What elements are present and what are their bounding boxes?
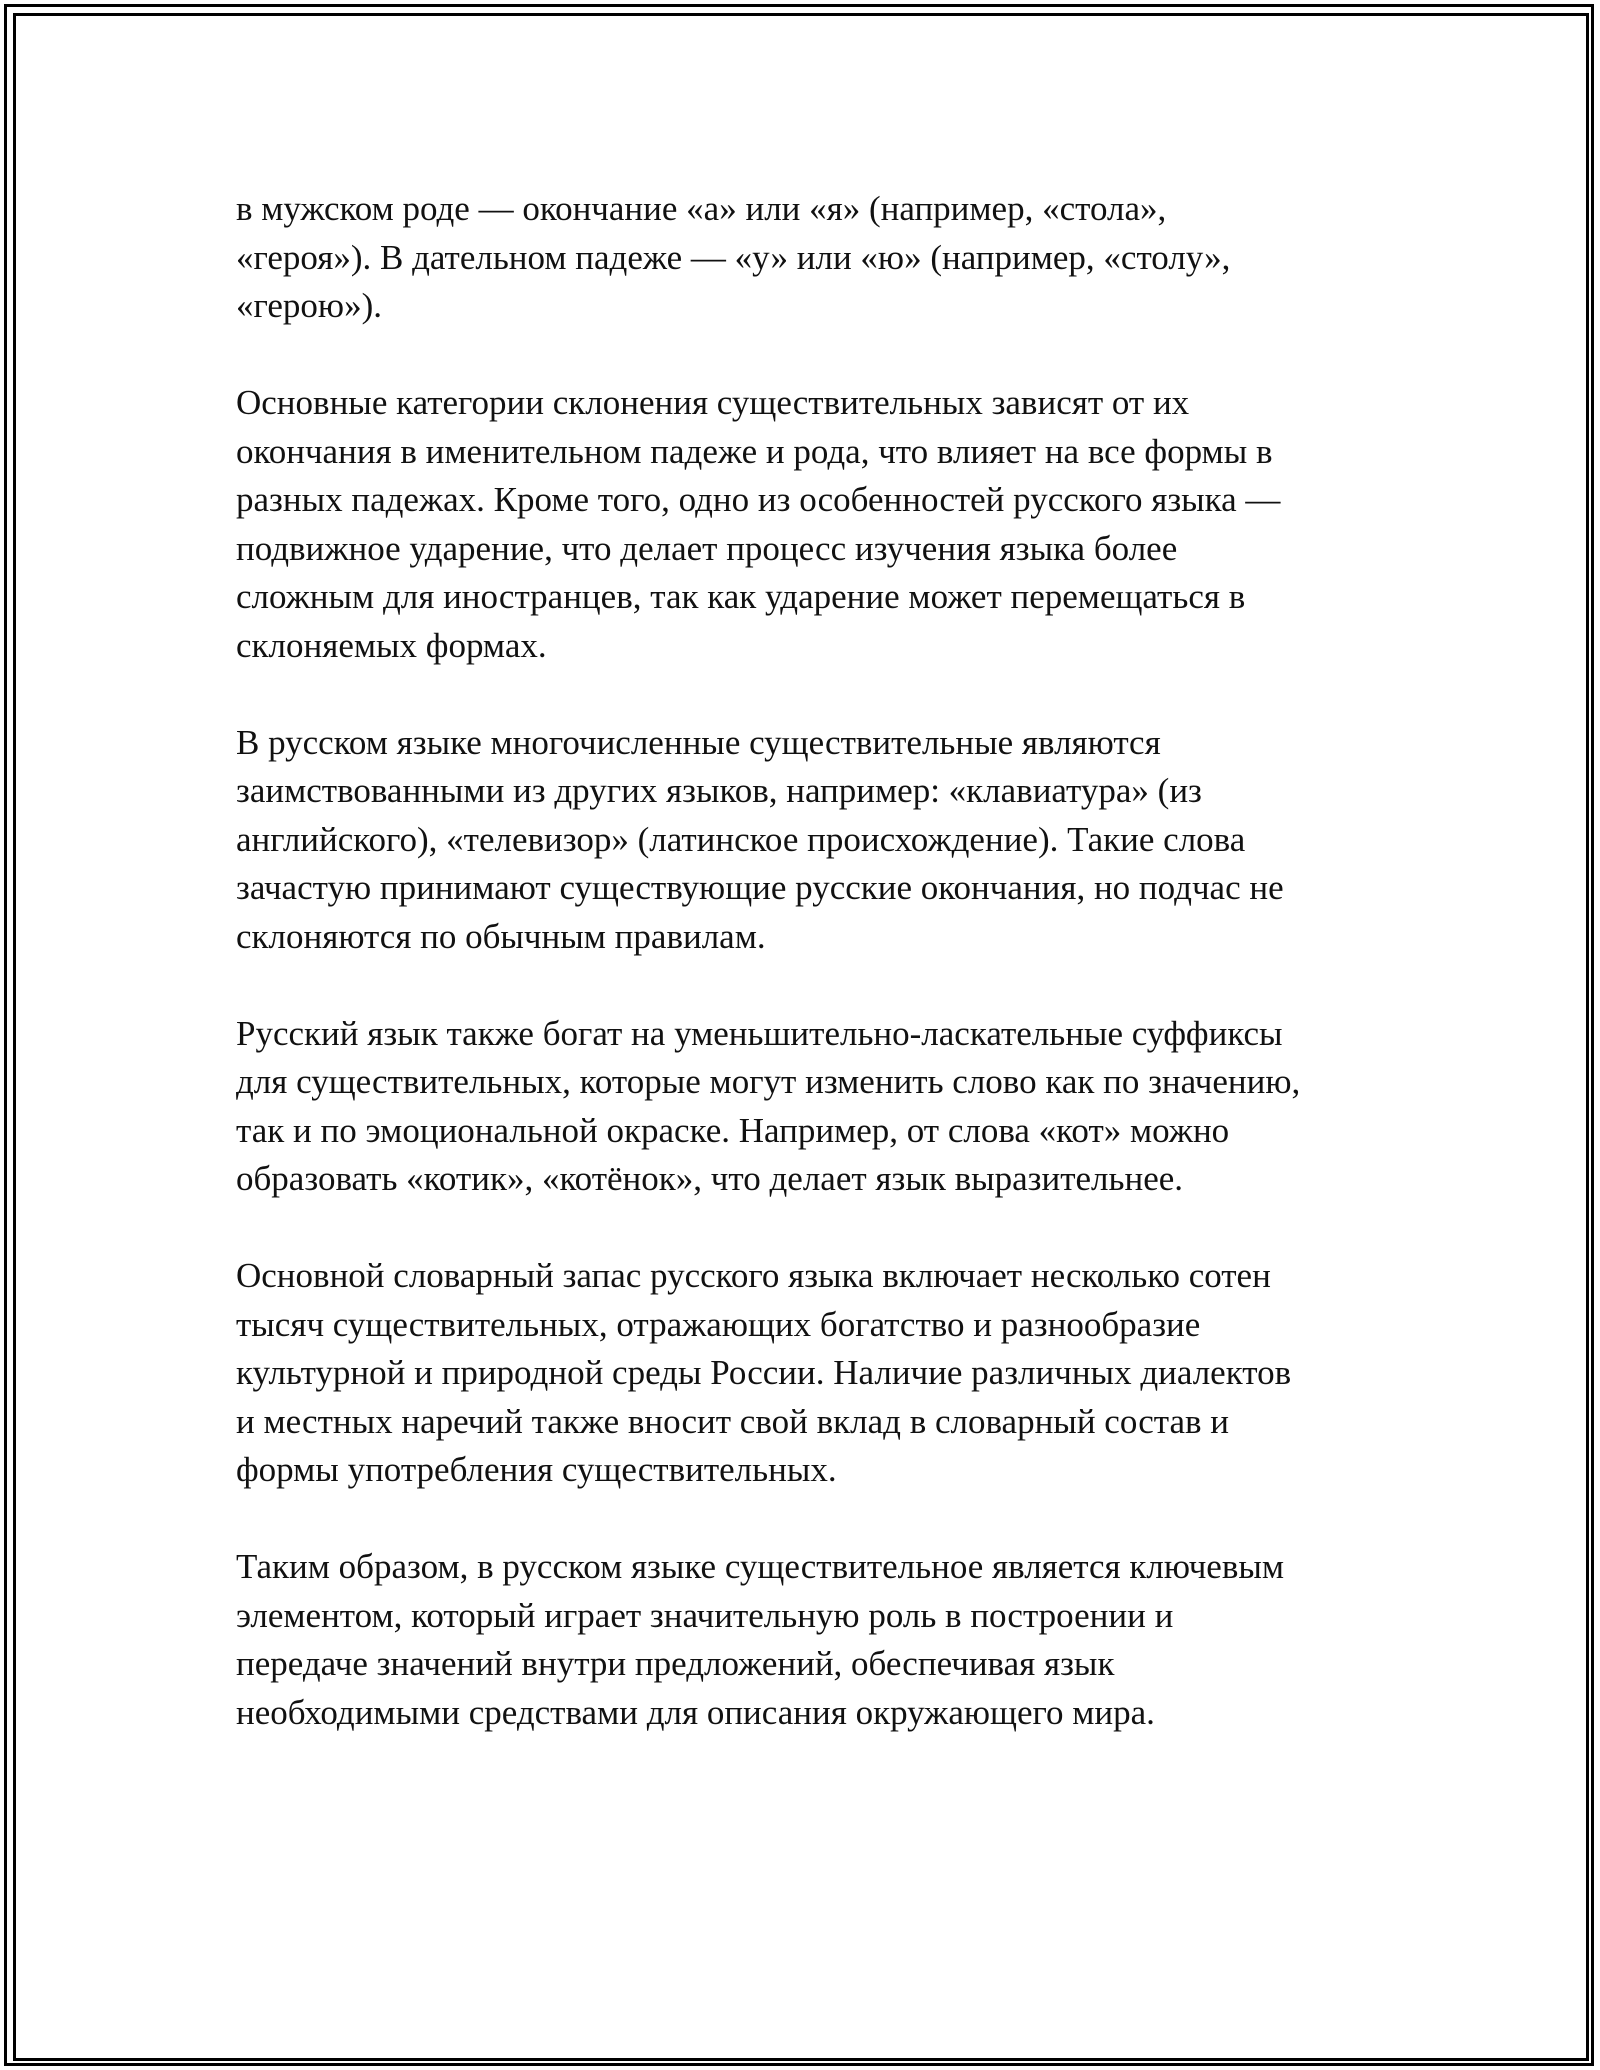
paragraph-declension-categories: Основные категории склонения существительных зависят от их окончания в именительном падеже и рода, что влияет на все формы в разных падежах. Кроме того, одно из особенностей русского языка — подвижное ударение, что делает процесс изучения языка более сложным для иностранцев, так как ударение может перемещаться в склоняемых формах. <box>236 383 1281 665</box>
paragraph-vocabulary: Основной словарный запас русского языка включает несколько сотен тысяч существительных, отражающих богатство и разнообразие культурной и природной среды России. Наличие различных диалектов и местных наречий также вносит свой вклад в словарный состав и формы употребления существительных. <box>236 1256 1292 1489</box>
paragraph-conclusion: Таким образом, в русском языке существительное является ключевым элементом, который играет значительную роль в построении и передаче значений внутри предложений, обеспечивая язык необходимыми средствами для описания окружающего мира. <box>236 1547 1285 1732</box>
paragraph-diminutive-suffixes: Русский язык также богат на уменьшительно-ласкательные суффиксы для существительных, которые могут изменить слово как по значению, так и по эмоциональной окраске. Например, от слова «кот» можно образовать «котик», «котёнок», что делает язык выразительнее. <box>236 1013 1301 1198</box>
paragraph-noun-endings: в мужском роде — окончание «а» или «я» (например, «стола», «героя»). В дательном падеже — «у» или «ю» (например, «столу», «герою»). <box>236 189 1231 325</box>
document-body <box>236 185 1376 1786</box>
paragraph-borrowed-words: В русском языке многочисленные существительные являются заимствованными из других языков, например: «клавиатура» (из английского), «телевизор» (латинское происхождение). Такие слова зачастую принимают существующие русские окончания, но подчас не склоняются по обычным правилам. <box>236 722 1284 956</box>
